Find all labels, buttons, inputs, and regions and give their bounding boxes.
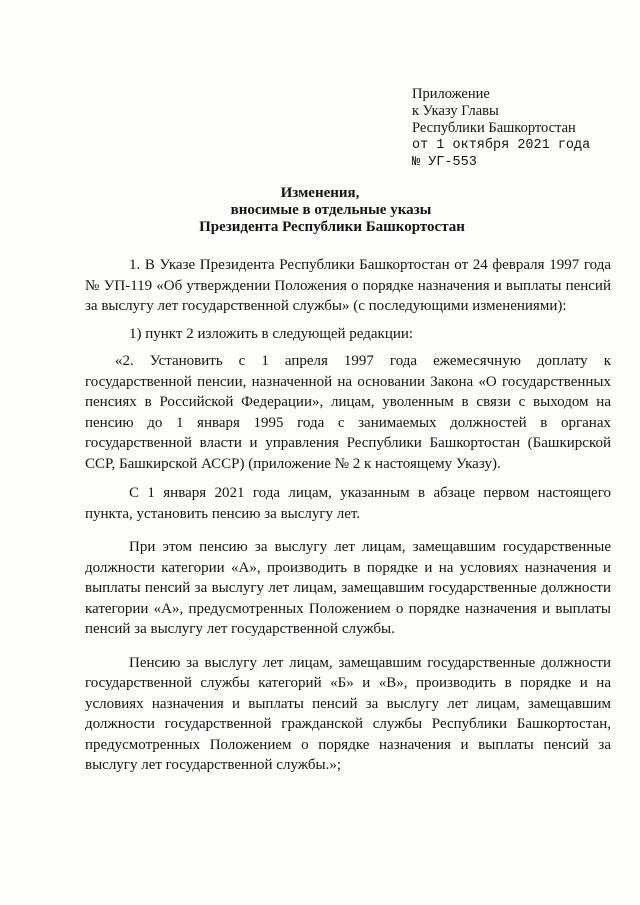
paragraph: При этом пенсию за выслугу лет лицам, замещавшим государственные должности категории «А», производить в порядке и на условиях назначения и выплаты пенсий за выслугу лет лицам, замещавшим государственные должности категории «А», предусмотренных Положением о порядке назначения и выплаты пенсий за выслугу лет государственной службы. xyxy=(85,539,611,637)
title-line: Изменения, xyxy=(280,185,360,201)
paragraph: «2. Установить с 1 апреля 1997 года ежемесячную доплату к государственной пенсии, назначенной на основании Закона «О государственных пенсиях в Российской Федерации», лицам, уволенным в связи с выходом на пенсию до 1 января 1995 года с занимаемых должностей в органах государственной власти и управления Республики Башкортостан (Башкирской ССР, Башкирской АССР) (приложение № 2 к настоящему Указу). xyxy=(85,353,611,472)
paragraph: 1. В Указе Президента Республики Башкортостан от 24 февраля 1997 года № УП-119 «Об утверждении Положения о порядке назначения и выплаты пенсий за выслугу лет государственной службы» (с последующими изменениями): xyxy=(85,257,611,314)
appendix-number: № УГ-553 xyxy=(412,155,477,170)
paragraph: Пенсию за выслугу лет лицам, замещавшим государственные должности государственной службы категорий «Б» и «В», производить в порядке и на условиях назначения и выплаты пенсий за выслугу лет лицам, замещавшим должности государственной гражданской службы Республики Башкортостан, предусмотренных Положением о порядке назначения и выплаты пенсий за выслугу лет государственной службы.»; xyxy=(85,654,611,773)
title-line: вносимые в отдельные указы xyxy=(230,202,432,218)
paragraph: 1) пункт 2 изложить в следующей редакции: xyxy=(129,325,414,342)
title-line: Президента Республики Башкортостан xyxy=(199,219,465,235)
appendix-line: Приложение xyxy=(412,86,490,102)
appendix-date: от 1 октября 2021 года xyxy=(412,138,591,153)
appendix-line: к Указу Главы xyxy=(412,103,499,119)
paragraph: С 1 января 2021 года лицам, указанным в абзаце первом настоящего пункта, установить пенсию за выслугу лет. xyxy=(85,485,611,522)
appendix-block xyxy=(412,86,590,171)
document-body xyxy=(85,255,611,776)
appendix-line: Республики Башкортостан xyxy=(412,120,576,136)
document-title xyxy=(0,185,640,236)
